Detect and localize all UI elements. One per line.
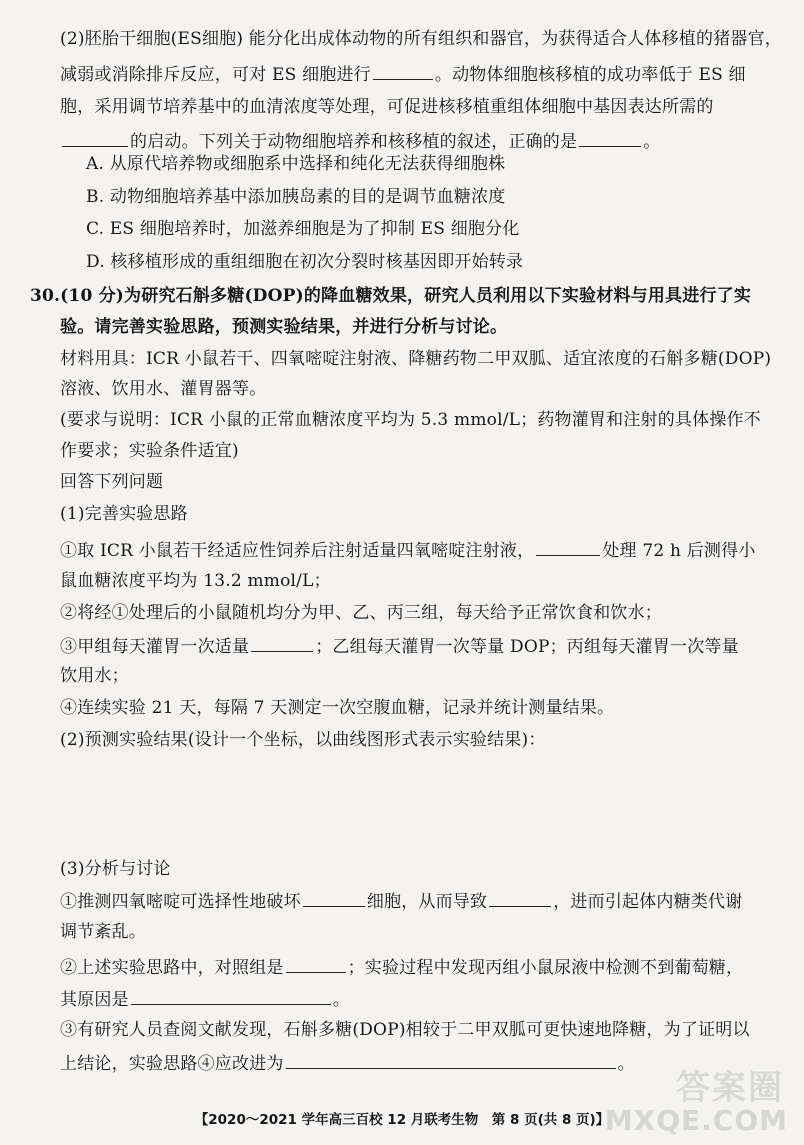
- discuss2-text-d: 。: [332, 990, 351, 1010]
- option-a: A. 从原代培养物或细胞系中选择和纯化无法获得细胞株: [86, 154, 506, 174]
- requirements-line1: (要求与说明：ICR 小鼠的正常血糖浓度平均为 5.3 mmol/L；药物灌胃和注射的具体操作不: [60, 410, 761, 430]
- discuss1-text-a: ①推测四氧嘧啶可选择性地破坏: [60, 892, 301, 912]
- requirements-line2: 作要求；实验条件适宜): [60, 441, 239, 461]
- step1-line2: 鼠血糖浓度平均为 13.2 mmol/L；: [60, 571, 331, 591]
- answer-blank-6[interactable]: [303, 889, 365, 907]
- part2-heading: (2)预测实验结果(设计一个坐标，以曲线图形式表示实验结果)：: [60, 730, 546, 750]
- discuss3-text-b: 。: [617, 1054, 635, 1074]
- step1-text-a: ①取 ICR 小鼠若干经适应性饲养后注射适量四氧嘧啶注射液，: [60, 541, 535, 561]
- step4-line: ④连续实验 21 天，每隔 7 天测定一次空腹血糖，记录并统计测量结果。: [60, 698, 615, 718]
- discuss2-text-c: 其原因是: [60, 990, 129, 1010]
- discuss2-text-a: ②上述实验思路中，对照组是: [60, 958, 284, 978]
- discuss3-line1: ③有研究人员查阅文献发现，石斛多糖(DOP)相较于二甲双胍可更快速地降糖，为了证明以: [60, 1020, 750, 1040]
- watermark-bottom-text: MXQE.COM: [604, 1104, 788, 1137]
- answer-blank-8[interactable]: [286, 955, 346, 973]
- answer-prompt: 回答下列问题: [60, 472, 164, 492]
- discuss3-text-a: 上结论，实验思路④应改进为: [60, 1054, 284, 1074]
- step2-line: ②将经①处理后的小鼠随机均分为甲、乙、丙三组，每天给予正常饮食和饮水；: [60, 603, 662, 623]
- materials-line2: 溶液、饮用水、灌胃器等。: [60, 379, 267, 399]
- discuss1-text-c: ，进而引起体内糖类代谢: [553, 892, 743, 912]
- discuss1-line1: [60, 889, 742, 913]
- discuss1-line2: 调节紊乱。: [60, 922, 146, 942]
- answer-blank-2[interactable]: [62, 129, 128, 147]
- answer-blank-3[interactable]: [579, 129, 641, 147]
- discuss3-line2: [60, 1051, 635, 1075]
- page-footer: 【2020～2021 学年高三百校 12 月联考生物 第 8 页(共 8 页)】: [194, 1112, 610, 1128]
- q2-intro-line1: (2)胚胎干细胞(ES细胞) 能分化出成体动物的所有组织和器官，为获得适合人体移植的猪器官，: [60, 29, 783, 49]
- discuss2-line2: [60, 987, 350, 1011]
- site-watermark-logo: [604, 1060, 794, 1140]
- watermark-top-text: 答案圈: [676, 1068, 784, 1108]
- step3-text-a: ③甲组每天灌胃一次适量: [60, 637, 250, 657]
- discuss2-text-b: ；实验过程中发现丙组小鼠尿液中检测不到葡萄糖，: [347, 958, 744, 978]
- step1-line1: [60, 538, 756, 562]
- option-d: D. 核移植形成的重组细胞在初次分裂时核基因即开始转录: [86, 252, 524, 272]
- step1-text-b: 处理 72 h 后测得小: [602, 541, 756, 561]
- answer-blank-5[interactable]: [251, 634, 313, 652]
- q2-intro-line3: 胞，采用调节培养基中的血清浓度等处理，可促进核移植重组体细胞中基因表达所需的: [60, 97, 714, 117]
- step3-line1: [60, 634, 739, 658]
- q2-line2-text-a: 减弱或消除排斥反应，可对 ES 细胞进行: [60, 65, 371, 85]
- discuss1-text-b: 细胞，从而导致: [366, 892, 488, 912]
- graph-answer-area[interactable]: [60, 760, 760, 850]
- option-c: C. ES 细胞培养时，加滋养细胞是为了抑制 ES 细胞分化: [86, 219, 520, 239]
- answer-blank-7[interactable]: [489, 889, 551, 907]
- answer-blank-1[interactable]: [373, 62, 433, 80]
- step3-text-b: ；乙组每天灌胃一次等量 DOP；丙组每天灌胃一次等量: [315, 637, 739, 657]
- q2-intro-line2: [60, 62, 746, 86]
- step3-line2: 饮用水；: [60, 666, 129, 686]
- q2-intro-line4: [60, 129, 660, 153]
- answer-blank-9[interactable]: [131, 987, 331, 1005]
- q2-line4-text-b: 。: [643, 132, 661, 152]
- q30-line1: 30.(10 分)为研究石斛多糖(DOP)的降血糖效果，研究人员利用以下实验材料与用具进行了实: [30, 286, 752, 306]
- q30-line2: 验。请完善实验思路，预测实验结果，并进行分析与讨论。: [60, 317, 508, 337]
- part3-heading: (3)分析与讨论: [60, 859, 171, 879]
- q2-line2-text-b: 。动物体细胞核移植的成功率低于 ES 细: [434, 65, 746, 85]
- part1-heading: (1)完善实验思路: [60, 504, 188, 524]
- materials-line1: 材料用具：ICR 小鼠若干、四氧嘧啶注射液、降糖药物二甲双胍、适宜浓度的石斛多糖(DOP): [60, 349, 772, 369]
- q2-line4-text-a: 的启动。下列关于动物细胞培养和核移植的叙述，正确的是: [130, 132, 578, 152]
- discuss2-line1: [60, 955, 743, 979]
- option-b: B. 动物细胞培养基中添加胰岛素的目的是调节血糖浓度: [86, 187, 506, 207]
- answer-blank-10[interactable]: [286, 1051, 616, 1069]
- answer-blank-4[interactable]: [536, 538, 600, 556]
